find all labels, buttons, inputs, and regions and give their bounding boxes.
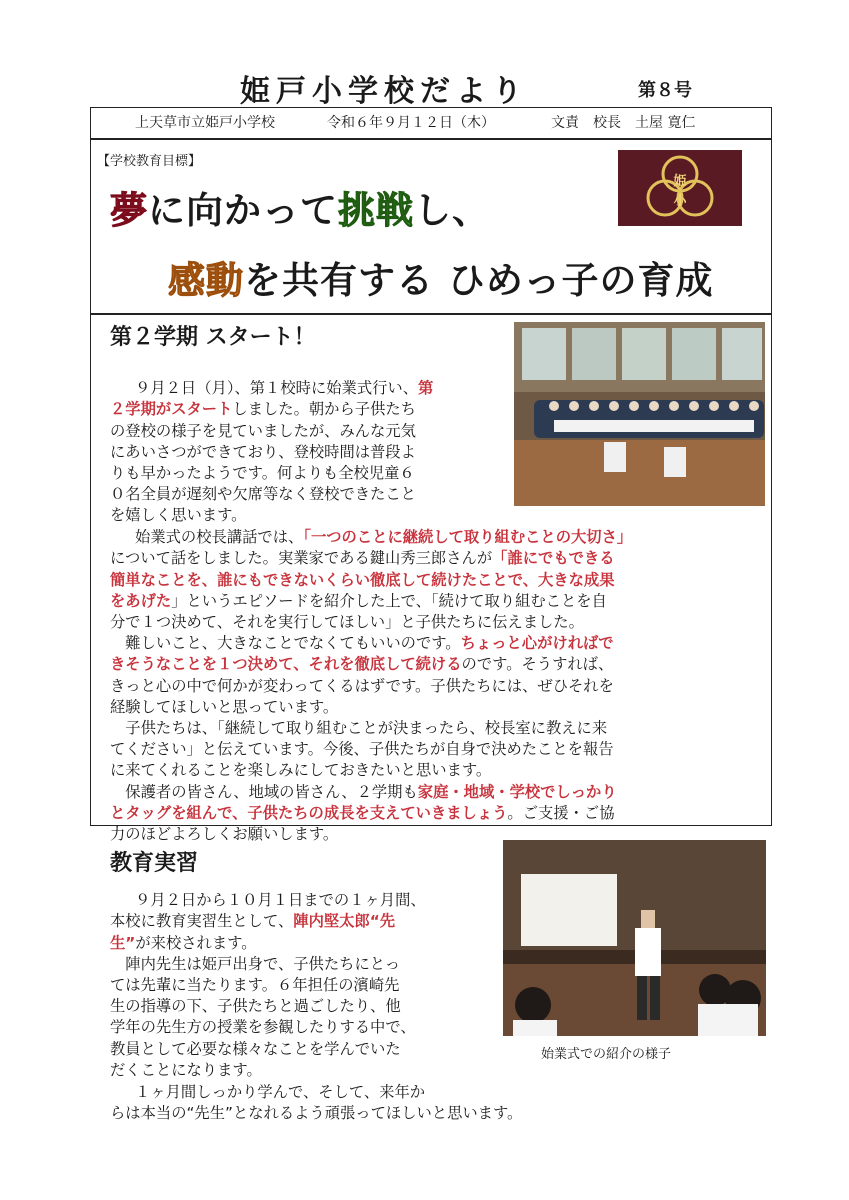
text-run: 。ご支援・ご協 力のほどよろしくお願いします。 [110, 803, 615, 844]
goal-text-1: に向かって [148, 189, 338, 232]
highlight-run: 陣内堅太郎“先 [293, 912, 396, 931]
highlight-run: 簡単なことを、誰にもできないくらい徹底して続けたことで、大きな成果 [110, 570, 615, 589]
goal-line-2 [168, 250, 714, 304]
highlight-run: ちょっと心がければで [460, 634, 614, 653]
highlight-run: 生” [110, 933, 136, 952]
highlight-run: 第 [418, 379, 434, 398]
emblem-text-2: 小 [673, 194, 687, 209]
text-run: ９月２日から１０月１日までの１ヶ月間、 本校に教育実習生として、 [110, 891, 426, 931]
section1-title: 第２学期 スタート！ [110, 324, 316, 350]
issue-date: 令和６年９月１２日（木） [327, 115, 495, 131]
highlight-run: ２学期がスタート [110, 400, 233, 419]
text-run: 始業式の校長講話では、 [119, 528, 304, 547]
highlight-run: 「誰にでもできる [492, 549, 615, 568]
goal-text-3: を共有する ひめっ子の育成 [244, 259, 714, 302]
newsletter-title: 姫戸小学校だより [240, 74, 528, 109]
text-run: ９月２日（月）、第１校時に始業式行い、 [119, 379, 419, 398]
photo-student-teacher-intro [503, 840, 766, 1036]
emblem-icon [618, 150, 742, 226]
goal-word-chosen: 挑戦 [338, 189, 414, 232]
highlight-run: とタッグを組んで、子供たちの成長を支えていきましょう [110, 803, 508, 822]
highlight-run: をあげた [110, 591, 172, 610]
goal-label: 【学校教育目標】 [97, 154, 202, 169]
school-name: 上天草市立姫戸小学校 [135, 115, 275, 131]
photo-opening-ceremony [514, 322, 765, 506]
emblem-text-1: 姫 [673, 174, 687, 189]
section2-title: 教育実習 [110, 850, 199, 876]
highlight-run: 家庭・地域・学校でしっかり [417, 782, 617, 801]
highlight-run: きそうなことを１つ決めて、それを徹底して続ける [110, 655, 462, 674]
goal-word-kandou: 感動 [168, 259, 244, 302]
section1-paragraph-2 [110, 506, 770, 845]
photo-caption: 始業式での紹介の様子 [541, 1047, 672, 1062]
school-emblem [618, 150, 742, 226]
section2-paragraph-1 [110, 869, 502, 1081]
text-run: しました。朝から子供たち の登校の様子を見ていましたが、みんな元気 にあいさつができており、登校時間は普段よ りも早かったようです。何よりも全校児童６ ０名全員が遅刻や欠席等なく登校できたこと を嬉しく思います。 [110, 400, 416, 525]
text-run: のです。そうすれば、 きっと心の中で何かが変わってくるはずです。子供たちには、ぜひそれを 経験してほしいと思っています。 子供たちは、「継続して取り組むことが決まったら、校長室に教えに来 てください」と伝えています。今後、子供たちが自身で決めたことを報告 に来てくれることを楽しみにしておきたいと思います。 保護者の皆さん、地域の皆さん、２学期も [110, 655, 614, 801]
section1-paragraph-1 [110, 357, 514, 527]
goal-line-1 [110, 180, 490, 234]
text-run: 」というエピソードを紹介した上で、「続けて取り組むことを自 分で１つ決めて、それを実行してほしい」と子供たちに伝えました。 難しいこと、大きなことでなくてもいいのです。 [110, 591, 607, 653]
text-run: について話をしました。実業家である鍵山秀三郎さんが [110, 549, 493, 568]
issue-number: 第８号 [638, 80, 692, 101]
goal-word-yume: 夢 [110, 189, 148, 232]
section2-paragraph-2 [110, 1061, 770, 1125]
text-run: １ヶ月間しっかり学んで、そして、来年か らは本当の“先生”となれるよう頑張ってほしいと思います。 [110, 1083, 523, 1123]
goal-text-2: し、 [414, 189, 490, 232]
text-run: が来校されます。 陣内先生は姫戸出身で、子供たちにとっ ては先輩に当たります。６年担任の濱崎先 生の指導の下、子供たちと過ごしたり、他 学年の先生方の授業を参観したりする中で、 教員として必要な様々なことを学んでいた だくことになります。 [110, 933, 416, 1079]
highlight-run: 「一つのことに継続して取り組むことの大切さ」 [303, 528, 633, 547]
info-bar [90, 107, 772, 139]
author-line: 文責 校長 土屋 寛仁 [551, 115, 696, 131]
